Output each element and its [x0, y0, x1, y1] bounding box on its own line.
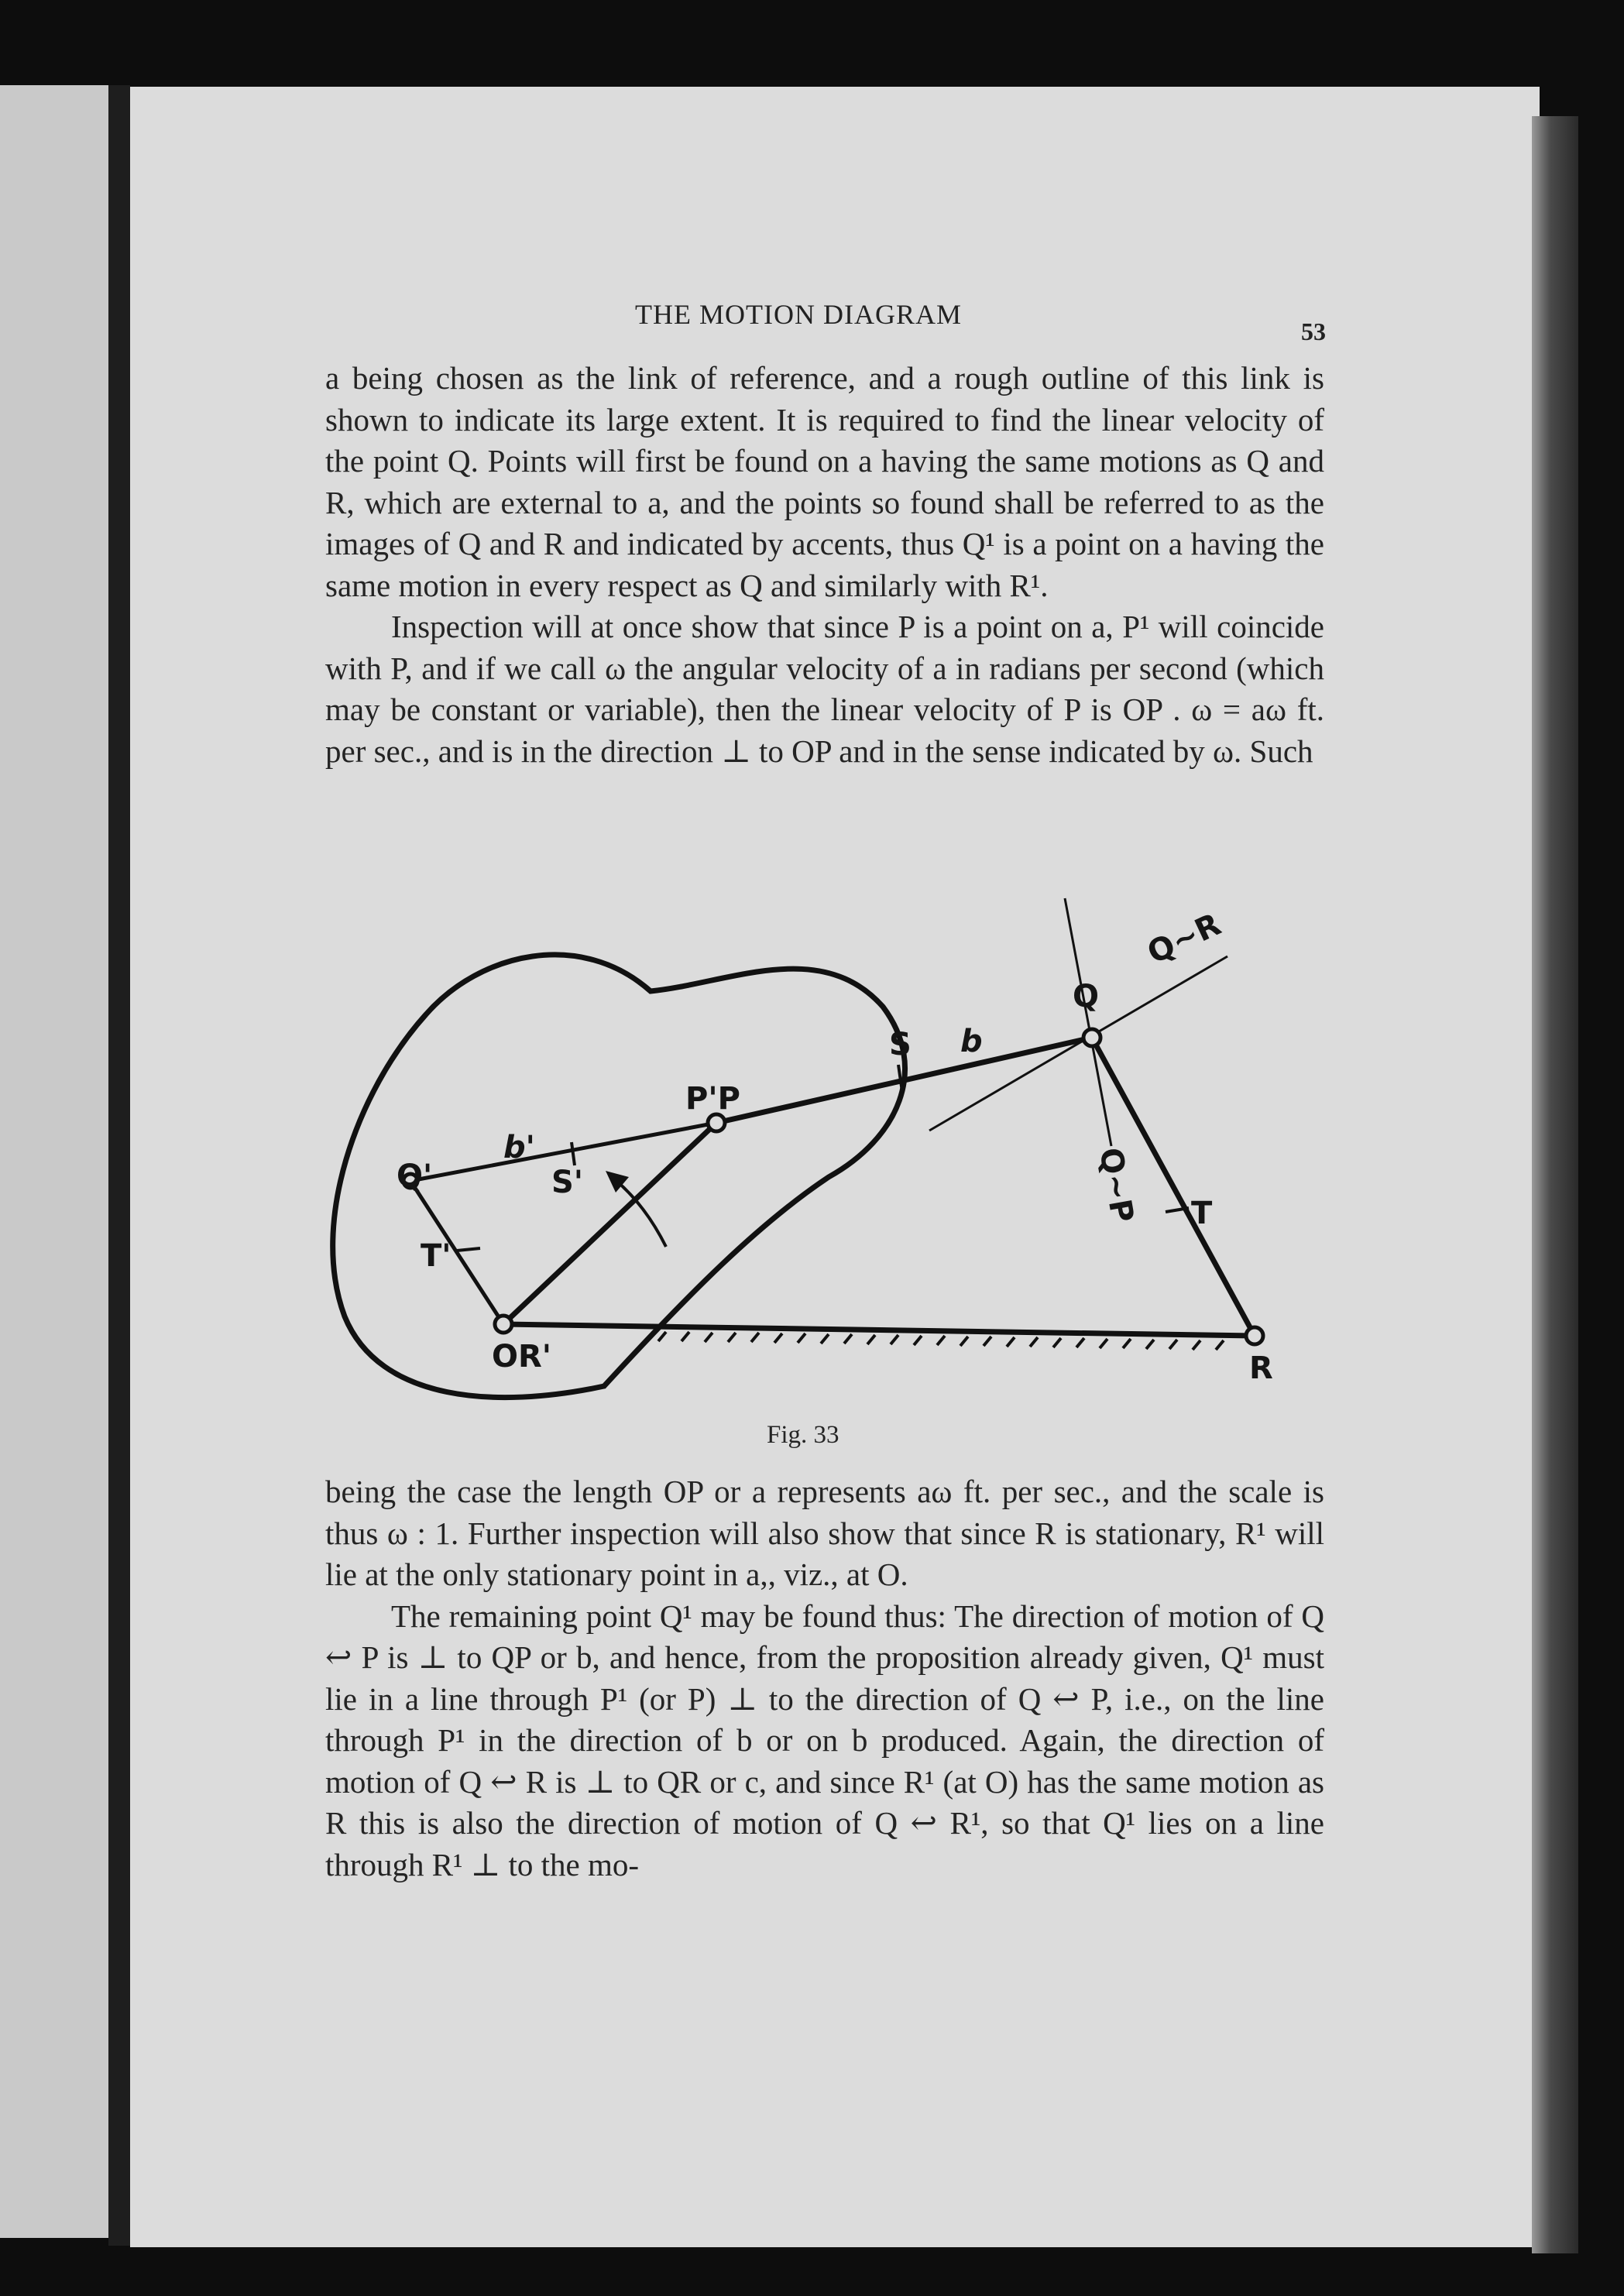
joint-r: [1246, 1327, 1263, 1344]
paragraph-1: [325, 358, 1324, 772]
binding-gutter: [108, 85, 130, 2246]
paragraph-4-text: The remaining point Q¹ may be found thus: The direction of motion of Q ↩ P is ⊥ to QP or b, and hence, from the proposition already given, Q¹ must lie in a line through P¹ (or P) ⊥ to the direction of Q ↩ P, i.e., on the line through P¹ in the direction of b or on b produced. Again, the direction of motion of Q ↩ R is ⊥ to QR or c, and since R¹ (at O) has the same motion as R this is also the direction of motion of Q ↩ R¹, so that Q¹ lies on a line through R¹ ⊥ to the mo-: [325, 1598, 1324, 1882]
joint-o: [495, 1316, 512, 1333]
paragraph-3: [325, 1471, 1324, 1886]
figure-33-diagram: [325, 883, 1324, 1402]
label-t: T: [1191, 1196, 1213, 1231]
label-r: R: [1249, 1350, 1273, 1386]
paragraph-2-text: Inspection will at once show that since P is a point on a, P¹ will coincide with P, and if we call ω the angular velocity of a in radians per second (which may be constant or variable), then the linear velocity of P is OP . ω = aω ft. per sec., and is in the direction ⊥ to OP and in the sense indicated by ω. Such: [325, 609, 1324, 769]
label-b: b: [960, 1024, 983, 1059]
paragraph-1-text: a being chosen as the link of reference, and a rough outline of this link is shown to indicate its large extent. It is required to find the linear velocity of the point Q. Points will first be found on a having the same motions as Q and R, which are external to a, and the points so found shall be referred to as the images of Q and R and indicated by accents, thus Q¹ is a point on a having the same motion in every respect as Q and similarly with R¹.: [325, 360, 1324, 603]
tick-s1: [572, 1142, 575, 1165]
label-b-prime: b': [503, 1130, 535, 1165]
label-q-r: Q~R: [1142, 906, 1227, 972]
page-edge: [1532, 116, 1578, 2253]
crank-op: [503, 1123, 716, 1324]
label-t-prime: T': [421, 1238, 451, 1274]
tick-t1: [457, 1248, 480, 1251]
label-s: S: [889, 1027, 912, 1062]
joint-p: [708, 1114, 725, 1131]
label-q-p: Q~P: [1092, 1145, 1141, 1226]
label-s-prime: S': [551, 1165, 584, 1200]
label-q-prime: Q': [397, 1158, 433, 1194]
label-q: Q: [1073, 979, 1100, 1014]
figure-caption: Fig. 33: [767, 1421, 839, 1449]
label-o-r-prime: OR': [492, 1339, 552, 1375]
ground-line: [503, 1324, 1255, 1336]
running-header: THE MOTION DIAGRAM: [635, 299, 962, 330]
facing-page: [0, 85, 112, 2238]
direction-q-p: [1065, 898, 1111, 1146]
tick-s: [898, 1065, 902, 1092]
joint-q: [1083, 1029, 1100, 1046]
paragraph-3-text: being the case the length OP or a represents aω ft. per sec., and the scale is thus ω : 1. Further inspection will also show that since R is stationary, R¹ will lie at the only stationary point in a,, viz., at O.: [325, 1474, 1324, 1592]
label-p-prime-p: P'P: [685, 1081, 740, 1117]
page-number: 53: [1301, 317, 1326, 345]
